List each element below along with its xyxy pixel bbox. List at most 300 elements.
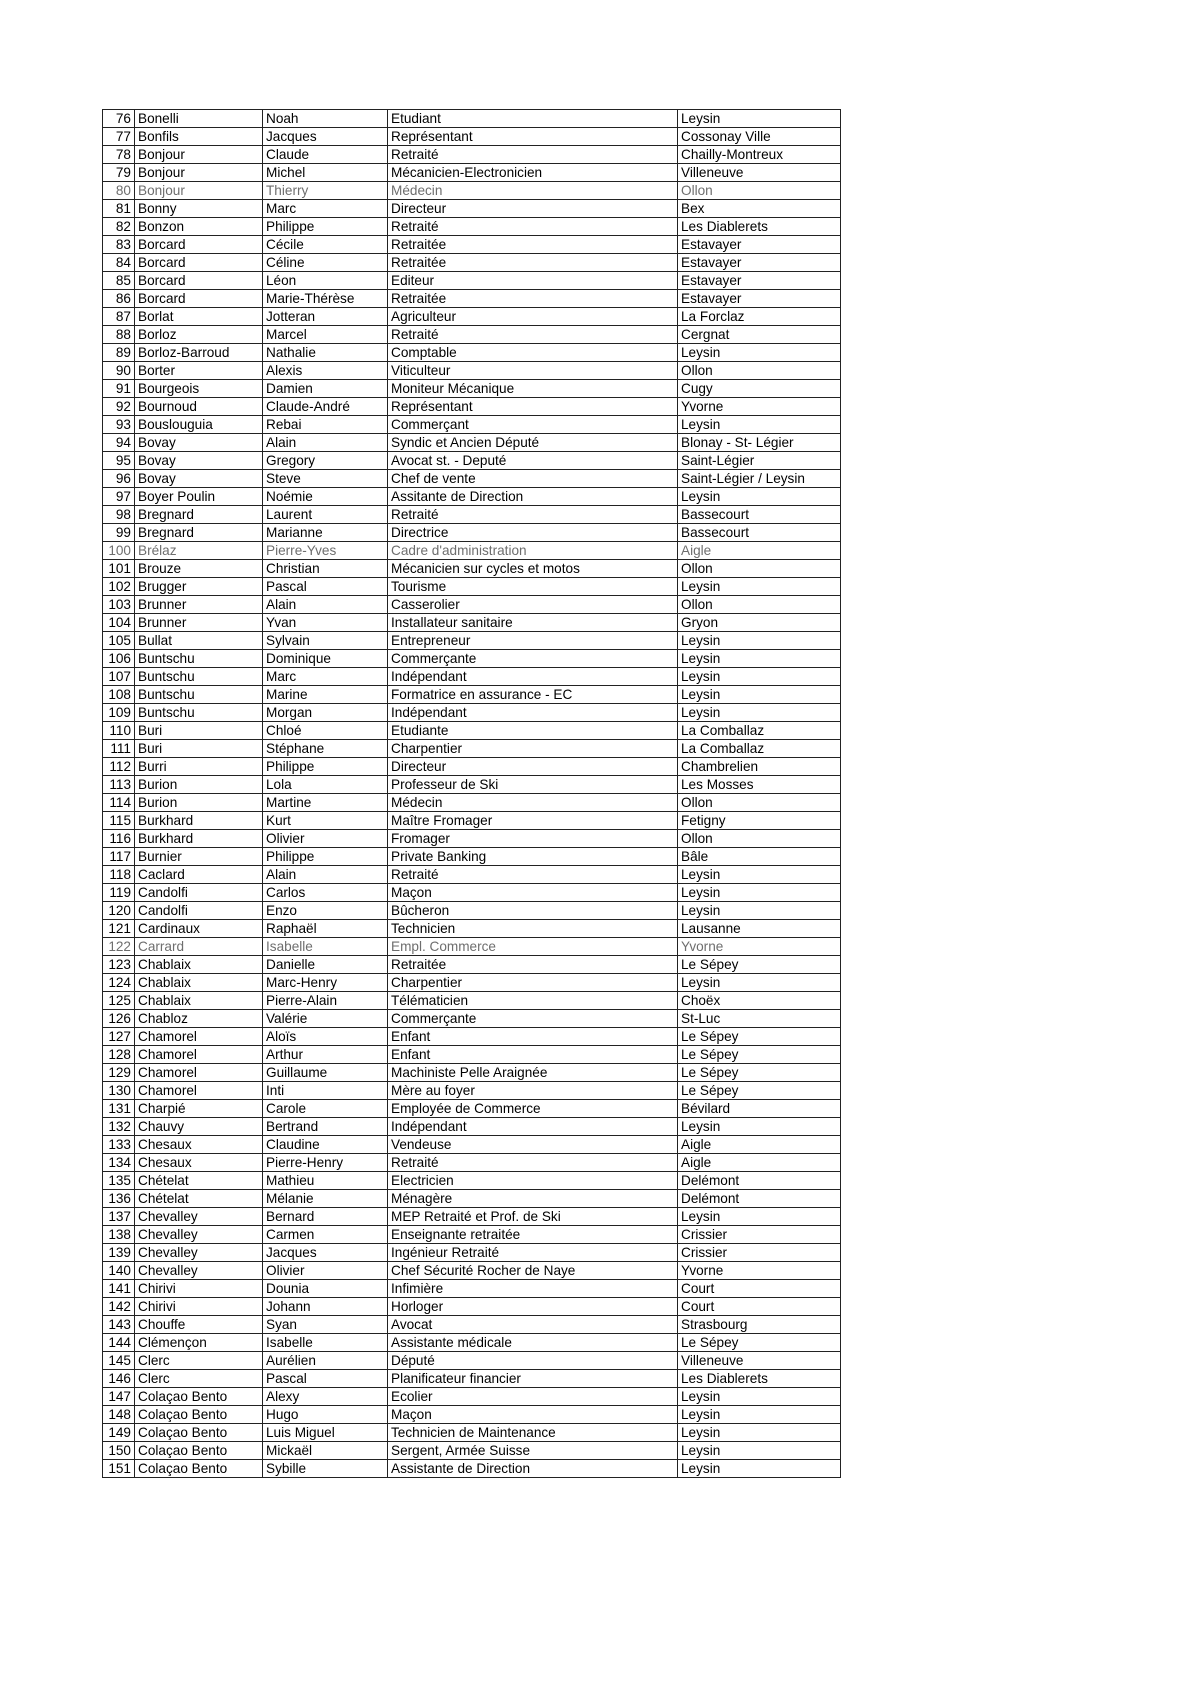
- city-cell: Crissier: [678, 1226, 841, 1244]
- table-row: [103, 1262, 841, 1280]
- city-cell: Aigle: [678, 1136, 841, 1154]
- row-number: 120: [103, 902, 135, 920]
- occupation-cell: Représentant: [388, 398, 678, 416]
- last-name-cell: Borloz-Barroud: [135, 344, 263, 362]
- occupation-cell: Ingénieur Retraité: [388, 1244, 678, 1262]
- last-name-cell: Borcard: [135, 254, 263, 272]
- occupation-cell: Chef de vente: [388, 470, 678, 488]
- row-number: 107: [103, 668, 135, 686]
- table-row: [103, 704, 841, 722]
- row-number: 85: [103, 272, 135, 290]
- city-cell: Estavayer: [678, 290, 841, 308]
- first-name-cell: Isabelle: [263, 1334, 388, 1352]
- last-name-cell: Chételat: [135, 1172, 263, 1190]
- row-number: 112: [103, 758, 135, 776]
- member-list-table: [102, 109, 841, 1478]
- row-number: 136: [103, 1190, 135, 1208]
- row-number: 138: [103, 1226, 135, 1244]
- first-name-cell: Pascal: [263, 1370, 388, 1388]
- last-name-cell: Bonny: [135, 200, 263, 218]
- city-cell: Lausanne: [678, 920, 841, 938]
- table-row: [103, 686, 841, 704]
- city-cell: Chailly-Montreux: [678, 146, 841, 164]
- city-cell: Leysin: [678, 1406, 841, 1424]
- occupation-cell: Electricien: [388, 1172, 678, 1190]
- city-cell: La Comballaz: [678, 722, 841, 740]
- last-name-cell: Colaçao Bento: [135, 1460, 263, 1478]
- row-number: 105: [103, 632, 135, 650]
- first-name-cell: Nathalie: [263, 344, 388, 362]
- last-name-cell: Chételat: [135, 1190, 263, 1208]
- row-number: 148: [103, 1406, 135, 1424]
- table-row: [103, 470, 841, 488]
- last-name-cell: Chevalley: [135, 1226, 263, 1244]
- row-number: 145: [103, 1352, 135, 1370]
- table-row: [103, 452, 841, 470]
- last-name-cell: Clerc: [135, 1370, 263, 1388]
- first-name-cell: Arthur: [263, 1046, 388, 1064]
- last-name-cell: Bovay: [135, 434, 263, 452]
- occupation-cell: Enfant: [388, 1046, 678, 1064]
- city-cell: Leysin: [678, 1424, 841, 1442]
- first-name-cell: Johann: [263, 1298, 388, 1316]
- table-row: [103, 1172, 841, 1190]
- row-number: 97: [103, 488, 135, 506]
- first-name-cell: Philippe: [263, 218, 388, 236]
- last-name-cell: Borcard: [135, 236, 263, 254]
- table-row: [103, 614, 841, 632]
- occupation-cell: Député: [388, 1352, 678, 1370]
- row-number: 102: [103, 578, 135, 596]
- table-row: [103, 974, 841, 992]
- last-name-cell: Burnier: [135, 848, 263, 866]
- last-name-cell: Burion: [135, 794, 263, 812]
- city-cell: Leysin: [678, 110, 841, 128]
- city-cell: Les Diablerets: [678, 1370, 841, 1388]
- first-name-cell: Yvan: [263, 614, 388, 632]
- occupation-cell: Employée de Commerce: [388, 1100, 678, 1118]
- last-name-cell: Boyer Poulin: [135, 488, 263, 506]
- occupation-cell: Sergent, Armée Suisse: [388, 1442, 678, 1460]
- first-name-cell: Martine: [263, 794, 388, 812]
- first-name-cell: Jacques: [263, 128, 388, 146]
- occupation-cell: Indépendant: [388, 668, 678, 686]
- last-name-cell: Chevalley: [135, 1262, 263, 1280]
- city-cell: Villeneuve: [678, 1352, 841, 1370]
- table-row: [103, 398, 841, 416]
- occupation-cell: Retraitée: [388, 236, 678, 254]
- occupation-cell: Comptable: [388, 344, 678, 362]
- city-cell: Ollon: [678, 362, 841, 380]
- city-cell: Leysin: [678, 1388, 841, 1406]
- city-cell: Yvorne: [678, 938, 841, 956]
- first-name-cell: Jacques: [263, 1244, 388, 1262]
- last-name-cell: Carrard: [135, 938, 263, 956]
- occupation-cell: Ecolier: [388, 1388, 678, 1406]
- first-name-cell: Inti: [263, 1082, 388, 1100]
- last-name-cell: Burion: [135, 776, 263, 794]
- row-number: 130: [103, 1082, 135, 1100]
- city-cell: Leysin: [678, 704, 841, 722]
- row-number: 116: [103, 830, 135, 848]
- city-cell: Le Sépey: [678, 1334, 841, 1352]
- occupation-cell: Charpentier: [388, 974, 678, 992]
- first-name-cell: Pierre-Alain: [263, 992, 388, 1010]
- table-row: [103, 560, 841, 578]
- city-cell: Bex: [678, 200, 841, 218]
- last-name-cell: Bourgeois: [135, 380, 263, 398]
- city-cell: Leysin: [678, 1460, 841, 1478]
- row-number: 96: [103, 470, 135, 488]
- row-number: 104: [103, 614, 135, 632]
- row-number: 108: [103, 686, 135, 704]
- city-cell: Ollon: [678, 794, 841, 812]
- occupation-cell: Agriculteur: [388, 308, 678, 326]
- occupation-cell: Retraité: [388, 146, 678, 164]
- table-row: [103, 794, 841, 812]
- table-row: [103, 1190, 841, 1208]
- last-name-cell: Bonfils: [135, 128, 263, 146]
- first-name-cell: Carole: [263, 1100, 388, 1118]
- table-row: [103, 164, 841, 182]
- city-cell: Le Sépey: [678, 1028, 841, 1046]
- city-cell: Gryon: [678, 614, 841, 632]
- table-row: [103, 1010, 841, 1028]
- first-name-cell: Steve: [263, 470, 388, 488]
- first-name-cell: Marcel: [263, 326, 388, 344]
- last-name-cell: Borcard: [135, 290, 263, 308]
- occupation-cell: Avocat: [388, 1316, 678, 1334]
- last-name-cell: Chamorel: [135, 1082, 263, 1100]
- occupation-cell: Installateur sanitaire: [388, 614, 678, 632]
- occupation-cell: Directrice: [388, 524, 678, 542]
- table-row: [103, 1460, 841, 1478]
- city-cell: Les Diablerets: [678, 218, 841, 236]
- first-name-cell: Sylvain: [263, 632, 388, 650]
- first-name-cell: Lola: [263, 776, 388, 794]
- table-row: [103, 830, 841, 848]
- city-cell: Bassecourt: [678, 506, 841, 524]
- row-number: 124: [103, 974, 135, 992]
- row-number: 99: [103, 524, 135, 542]
- occupation-cell: Etudiante: [388, 722, 678, 740]
- last-name-cell: Chirivi: [135, 1280, 263, 1298]
- occupation-cell: Directeur: [388, 758, 678, 776]
- city-cell: Le Sépey: [678, 1064, 841, 1082]
- occupation-cell: Empl. Commerce: [388, 938, 678, 956]
- city-cell: Leysin: [678, 884, 841, 902]
- last-name-cell: Bonjour: [135, 164, 263, 182]
- city-cell: Leysin: [678, 902, 841, 920]
- last-name-cell: Brélaz: [135, 542, 263, 560]
- first-name-cell: Claude: [263, 146, 388, 164]
- occupation-cell: Maçon: [388, 1406, 678, 1424]
- table-row: [103, 1280, 841, 1298]
- row-number: 114: [103, 794, 135, 812]
- occupation-cell: Private Banking: [388, 848, 678, 866]
- table-row: [103, 362, 841, 380]
- first-name-cell: Noémie: [263, 488, 388, 506]
- occupation-cell: Planificateur financier: [388, 1370, 678, 1388]
- last-name-cell: Clerc: [135, 1352, 263, 1370]
- table-row: [103, 380, 841, 398]
- last-name-cell: Candolfi: [135, 884, 263, 902]
- last-name-cell: Colaçao Bento: [135, 1442, 263, 1460]
- row-number: 83: [103, 236, 135, 254]
- occupation-cell: Retraité: [388, 866, 678, 884]
- table-row: [103, 650, 841, 668]
- table-row: [103, 236, 841, 254]
- row-number: 77: [103, 128, 135, 146]
- occupation-cell: Assistante de Direction: [388, 1460, 678, 1478]
- occupation-cell: Professeur de Ski: [388, 776, 678, 794]
- first-name-cell: Chloé: [263, 722, 388, 740]
- city-cell: La Comballaz: [678, 740, 841, 758]
- table-row: [103, 434, 841, 452]
- city-cell: Bévilard: [678, 1100, 841, 1118]
- last-name-cell: Colaçao Bento: [135, 1424, 263, 1442]
- row-number: 90: [103, 362, 135, 380]
- last-name-cell: Burri: [135, 758, 263, 776]
- table-row: [103, 326, 841, 344]
- first-name-cell: Syan: [263, 1316, 388, 1334]
- table-row: [103, 146, 841, 164]
- first-name-cell: Aloïs: [263, 1028, 388, 1046]
- row-number: 101: [103, 560, 135, 578]
- first-name-cell: Dounia: [263, 1280, 388, 1298]
- table-row: [103, 596, 841, 614]
- city-cell: Cossonay Ville: [678, 128, 841, 146]
- row-number: 146: [103, 1370, 135, 1388]
- city-cell: Leysin: [678, 974, 841, 992]
- last-name-cell: Bonjour: [135, 146, 263, 164]
- table-row: [103, 1154, 841, 1172]
- city-cell: Leysin: [678, 650, 841, 668]
- table-row: [103, 182, 841, 200]
- first-name-cell: Sybille: [263, 1460, 388, 1478]
- table-row: [103, 1442, 841, 1460]
- city-cell: Leysin: [678, 1442, 841, 1460]
- city-cell: Leysin: [678, 866, 841, 884]
- row-number: 149: [103, 1424, 135, 1442]
- first-name-cell: Noah: [263, 110, 388, 128]
- occupation-cell: Moniteur Mécanique: [388, 380, 678, 398]
- occupation-cell: Retraité: [388, 326, 678, 344]
- first-name-cell: Danielle: [263, 956, 388, 974]
- occupation-cell: Indépendant: [388, 704, 678, 722]
- first-name-cell: Alain: [263, 866, 388, 884]
- table-row: [103, 1316, 841, 1334]
- table-row: [103, 290, 841, 308]
- row-number: 82: [103, 218, 135, 236]
- first-name-cell: Philippe: [263, 758, 388, 776]
- first-name-cell: Marine: [263, 686, 388, 704]
- table-row: [103, 506, 841, 524]
- table-row: [103, 938, 841, 956]
- row-number: 88: [103, 326, 135, 344]
- table-row: [103, 1334, 841, 1352]
- first-name-cell: Marianne: [263, 524, 388, 542]
- first-name-cell: Carlos: [263, 884, 388, 902]
- occupation-cell: Retraité: [388, 506, 678, 524]
- row-number: 144: [103, 1334, 135, 1352]
- row-number: 106: [103, 650, 135, 668]
- occupation-cell: Viticulteur: [388, 362, 678, 380]
- last-name-cell: Chabloz: [135, 1010, 263, 1028]
- occupation-cell: Indépendant: [388, 1118, 678, 1136]
- last-name-cell: Colaçao Bento: [135, 1406, 263, 1424]
- occupation-cell: Enseignante retraitée: [388, 1226, 678, 1244]
- table-row: [103, 308, 841, 326]
- last-name-cell: Bournoud: [135, 398, 263, 416]
- city-cell: Ollon: [678, 830, 841, 848]
- last-name-cell: Candolfi: [135, 902, 263, 920]
- city-cell: Ollon: [678, 596, 841, 614]
- first-name-cell: Alain: [263, 434, 388, 452]
- occupation-cell: Maçon: [388, 884, 678, 902]
- first-name-cell: Olivier: [263, 830, 388, 848]
- city-cell: Ollon: [678, 560, 841, 578]
- first-name-cell: Stéphane: [263, 740, 388, 758]
- occupation-cell: Machiniste Pelle Araignée: [388, 1064, 678, 1082]
- last-name-cell: Bonjour: [135, 182, 263, 200]
- table-row: [103, 416, 841, 434]
- first-name-cell: Christian: [263, 560, 388, 578]
- table-row: [103, 344, 841, 362]
- occupation-cell: Commerçante: [388, 650, 678, 668]
- last-name-cell: Brunner: [135, 596, 263, 614]
- table-row: [103, 848, 841, 866]
- table-row: [103, 1388, 841, 1406]
- first-name-cell: Bernard: [263, 1208, 388, 1226]
- row-number: 113: [103, 776, 135, 794]
- row-number: 143: [103, 1316, 135, 1334]
- row-number: 128: [103, 1046, 135, 1064]
- row-number: 95: [103, 452, 135, 470]
- table-row: [103, 110, 841, 128]
- city-cell: Ollon: [678, 182, 841, 200]
- occupation-cell: MEP Retraité et Prof. de Ski: [388, 1208, 678, 1226]
- city-cell: Le Sépey: [678, 956, 841, 974]
- occupation-cell: Editeur: [388, 272, 678, 290]
- last-name-cell: Chablaix: [135, 974, 263, 992]
- table-row: [103, 920, 841, 938]
- first-name-cell: Valérie: [263, 1010, 388, 1028]
- last-name-cell: Chamorel: [135, 1046, 263, 1064]
- last-name-cell: Buntschu: [135, 650, 263, 668]
- city-cell: Bâle: [678, 848, 841, 866]
- city-cell: Leysin: [678, 488, 841, 506]
- row-number: 110: [103, 722, 135, 740]
- table-row: [103, 812, 841, 830]
- occupation-cell: Commerçant: [388, 416, 678, 434]
- city-cell: Saint-Légier / Leysin: [678, 470, 841, 488]
- row-number: 126: [103, 1010, 135, 1028]
- first-name-cell: Marc: [263, 200, 388, 218]
- first-name-cell: Raphaël: [263, 920, 388, 938]
- occupation-cell: Retraité: [388, 218, 678, 236]
- occupation-cell: Vendeuse: [388, 1136, 678, 1154]
- occupation-cell: Mécanicien sur cycles et motos: [388, 560, 678, 578]
- first-name-cell: Thierry: [263, 182, 388, 200]
- row-number: 121: [103, 920, 135, 938]
- city-cell: Leysin: [678, 1118, 841, 1136]
- occupation-cell: Horloger: [388, 1298, 678, 1316]
- table-row: [103, 632, 841, 650]
- row-number: 89: [103, 344, 135, 362]
- city-cell: Estavayer: [678, 272, 841, 290]
- occupation-cell: Entrepreneur: [388, 632, 678, 650]
- table-row: [103, 758, 841, 776]
- last-name-cell: Bregnard: [135, 524, 263, 542]
- city-cell: Le Sépey: [678, 1046, 841, 1064]
- occupation-cell: Ménagère: [388, 1190, 678, 1208]
- first-name-cell: Marc: [263, 668, 388, 686]
- last-name-cell: Caclard: [135, 866, 263, 884]
- table-row: [103, 1028, 841, 1046]
- row-number: 122: [103, 938, 135, 956]
- last-name-cell: Buntschu: [135, 704, 263, 722]
- occupation-cell: Chef Sécurité Rocher de Naye: [388, 1262, 678, 1280]
- city-cell: Aigle: [678, 1154, 841, 1172]
- first-name-cell: Marc-Henry: [263, 974, 388, 992]
- last-name-cell: Brunner: [135, 614, 263, 632]
- row-number: 79: [103, 164, 135, 182]
- first-name-cell: Cécile: [263, 236, 388, 254]
- city-cell: Leysin: [678, 686, 841, 704]
- table-row: [103, 1244, 841, 1262]
- table-row: [103, 200, 841, 218]
- first-name-cell: Michel: [263, 164, 388, 182]
- first-name-cell: Isabelle: [263, 938, 388, 956]
- occupation-cell: Formatrice en assurance - EC: [388, 686, 678, 704]
- last-name-cell: Chevalley: [135, 1244, 263, 1262]
- table-row: [103, 668, 841, 686]
- occupation-cell: Technicien: [388, 920, 678, 938]
- table-row: [103, 1064, 841, 1082]
- row-number: 78: [103, 146, 135, 164]
- occupation-cell: Tourisme: [388, 578, 678, 596]
- city-cell: Saint-Légier: [678, 452, 841, 470]
- first-name-cell: Enzo: [263, 902, 388, 920]
- last-name-cell: Buri: [135, 722, 263, 740]
- first-name-cell: Pierre-Yves: [263, 542, 388, 560]
- row-number: 132: [103, 1118, 135, 1136]
- first-name-cell: Mélanie: [263, 1190, 388, 1208]
- row-number: 125: [103, 992, 135, 1010]
- first-name-cell: Pierre-Henry: [263, 1154, 388, 1172]
- row-number: 142: [103, 1298, 135, 1316]
- row-number: 81: [103, 200, 135, 218]
- last-name-cell: Bullat: [135, 632, 263, 650]
- city-cell: Leysin: [678, 668, 841, 686]
- city-cell: Leysin: [678, 1208, 841, 1226]
- occupation-cell: Retraitée: [388, 254, 678, 272]
- member-list-body: [103, 110, 841, 1478]
- table-row: [103, 1100, 841, 1118]
- row-number: 115: [103, 812, 135, 830]
- city-cell: Bassecourt: [678, 524, 841, 542]
- table-row: [103, 1118, 841, 1136]
- city-cell: Court: [678, 1280, 841, 1298]
- row-number: 111: [103, 740, 135, 758]
- last-name-cell: Chevalley: [135, 1208, 263, 1226]
- row-number: 92: [103, 398, 135, 416]
- row-number: 117: [103, 848, 135, 866]
- table-row: [103, 1208, 841, 1226]
- first-name-cell: Mickaël: [263, 1442, 388, 1460]
- table-row: [103, 128, 841, 146]
